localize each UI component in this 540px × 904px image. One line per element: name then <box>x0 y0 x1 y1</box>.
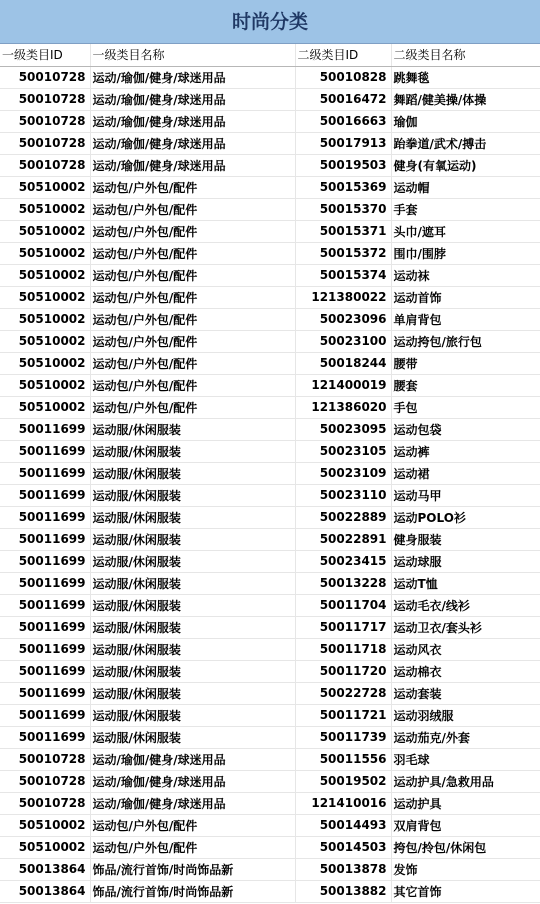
level2-id-cell[interactable]: 50023095 <box>295 418 391 440</box>
level2-name-cell[interactable]: 运动挎包/旅行包 <box>391 330 540 352</box>
level2-name-cell[interactable]: 运动棉衣 <box>391 660 540 682</box>
table-row <box>0 462 540 484</box>
level2-id-cell[interactable]: 50023415 <box>295 550 391 572</box>
level2-name-cell[interactable]: 单肩背包 <box>391 308 540 330</box>
level1-name-cell[interactable]: 运动/瑜伽/健身/球迷用品 <box>90 154 295 176</box>
level2-id-cell[interactable]: 50022889 <box>295 506 391 528</box>
level2-name-cell[interactable]: 瑜伽 <box>391 110 540 132</box>
table-row <box>0 726 540 748</box>
table-row <box>0 374 540 396</box>
level1-name-cell[interactable]: 运动包/户外包/配件 <box>90 308 295 330</box>
level1-name-cell[interactable]: 运动/瑜伽/健身/球迷用品 <box>90 770 295 792</box>
table-row <box>0 506 540 528</box>
level2-name-cell[interactable]: 羽毛球 <box>391 748 540 770</box>
table-row <box>0 880 540 902</box>
level1-name-cell[interactable]: 运动/瑜伽/健身/球迷用品 <box>90 66 295 88</box>
table-row <box>0 638 540 660</box>
level2-id-cell[interactable]: 50016663 <box>295 110 391 132</box>
table-row <box>0 66 540 88</box>
table-row <box>0 616 540 638</box>
level1-name-cell[interactable]: 运动服/休闲服装 <box>90 440 295 462</box>
level2-id-cell[interactable]: 50023109 <box>295 462 391 484</box>
level1-id-cell[interactable]: 50510002 <box>0 242 90 264</box>
level1-name-cell[interactable]: 运动服/休闲服装 <box>90 726 295 748</box>
table-row <box>0 110 540 132</box>
level1-name-cell[interactable]: 运动包/户外包/配件 <box>90 264 295 286</box>
level2-name-cell[interactable]: 手包 <box>391 396 540 418</box>
level2-id-cell[interactable]: 50011717 <box>295 616 391 638</box>
level2-id-cell[interactable]: 50014493 <box>295 814 391 836</box>
level1-id-cell[interactable]: 50010728 <box>0 770 90 792</box>
table-row <box>0 682 540 704</box>
level2-name-cell[interactable]: 运动羽绒服 <box>391 704 540 726</box>
sheet-title: 时尚分类 <box>0 0 540 44</box>
table-row <box>0 836 540 858</box>
header-level1-id[interactable]: 一级类目ID <box>0 44 90 66</box>
header-level1-name[interactable]: 一级类目名称 <box>90 44 295 66</box>
level2-id-cell[interactable]: 50017913 <box>295 132 391 154</box>
level1-id-cell[interactable]: 50011699 <box>0 484 90 506</box>
level2-id-cell[interactable]: 121400019 <box>295 374 391 396</box>
table-row <box>0 858 540 880</box>
level1-name-cell[interactable]: 运动服/休闲服装 <box>90 704 295 726</box>
level1-name-cell[interactable]: 运动/瑜伽/健身/球迷用品 <box>90 748 295 770</box>
level1-id-cell[interactable]: 50011699 <box>0 506 90 528</box>
table-row <box>0 220 540 242</box>
level2-id-cell[interactable]: 50013882 <box>295 880 391 902</box>
table-row <box>0 792 540 814</box>
level2-id-cell[interactable]: 50015369 <box>295 176 391 198</box>
level2-name-cell[interactable]: 运动马甲 <box>391 484 540 506</box>
table-row <box>0 396 540 418</box>
level1-name-cell[interactable]: 运动服/休闲服装 <box>90 594 295 616</box>
level1-id-cell[interactable]: 50510002 <box>0 264 90 286</box>
level1-name-cell[interactable]: 运动服/休闲服装 <box>90 506 295 528</box>
level1-id-cell[interactable]: 50011699 <box>0 682 90 704</box>
level2-id-cell[interactable]: 50013878 <box>295 858 391 880</box>
level1-id-cell[interactable]: 50510002 <box>0 308 90 330</box>
level1-name-cell[interactable]: 运动服/休闲服装 <box>90 638 295 660</box>
level1-id-cell[interactable]: 50011699 <box>0 660 90 682</box>
level2-id-cell[interactable]: 50015374 <box>295 264 391 286</box>
level2-id-cell[interactable]: 50011720 <box>295 660 391 682</box>
level1-id-cell[interactable]: 50010728 <box>0 154 90 176</box>
level1-name-cell[interactable]: 运动/瑜伽/健身/球迷用品 <box>90 132 295 154</box>
level1-name-cell[interactable]: 运动包/户外包/配件 <box>90 220 295 242</box>
level2-name-cell[interactable]: 健身服装 <box>391 528 540 550</box>
level1-id-cell[interactable]: 50011699 <box>0 726 90 748</box>
level1-id-cell[interactable]: 50011699 <box>0 418 90 440</box>
level2-name-cell[interactable]: 运动T恤 <box>391 572 540 594</box>
level1-id-cell[interactable]: 50011699 <box>0 594 90 616</box>
table-row <box>0 440 540 462</box>
table-row <box>0 352 540 374</box>
level2-id-cell[interactable]: 50019502 <box>295 770 391 792</box>
level2-id-cell[interactable]: 50023096 <box>295 308 391 330</box>
table-row <box>0 286 540 308</box>
table-row <box>0 330 540 352</box>
level2-name-cell[interactable]: 舞蹈/健美操/体操 <box>391 88 540 110</box>
level1-name-cell[interactable]: 运动包/户外包/配件 <box>90 176 295 198</box>
level1-id-cell[interactable]: 50010728 <box>0 88 90 110</box>
level2-id-cell[interactable]: 50023100 <box>295 330 391 352</box>
level1-id-cell[interactable]: 50011699 <box>0 440 90 462</box>
table-row <box>0 418 540 440</box>
level1-name-cell[interactable]: 运动包/户外包/配件 <box>90 286 295 308</box>
level1-id-cell[interactable]: 50011699 <box>0 550 90 572</box>
level2-id-cell[interactable]: 50016472 <box>295 88 391 110</box>
level2-id-cell[interactable]: 121386020 <box>295 396 391 418</box>
level2-name-cell[interactable]: 运动袜 <box>391 264 540 286</box>
level2-name-cell[interactable]: 围巾/围脖 <box>391 242 540 264</box>
level1-name-cell[interactable]: 运动服/休闲服装 <box>90 418 295 440</box>
table-row <box>0 132 540 154</box>
level1-name-cell[interactable]: 运动/瑜伽/健身/球迷用品 <box>90 110 295 132</box>
level2-name-cell[interactable]: 运动POLO衫 <box>391 506 540 528</box>
level2-id-cell[interactable]: 50011721 <box>295 704 391 726</box>
level1-name-cell[interactable]: 运动包/户外包/配件 <box>90 374 295 396</box>
level1-name-cell[interactable]: 运动/瑜伽/健身/球迷用品 <box>90 792 295 814</box>
level1-name-cell[interactable]: 运动包/户外包/配件 <box>90 352 295 374</box>
table-row <box>0 242 540 264</box>
level1-name-cell[interactable]: 运动服/休闲服装 <box>90 660 295 682</box>
level1-id-cell[interactable]: 50013864 <box>0 858 90 880</box>
level1-name-cell[interactable]: 运动/瑜伽/健身/球迷用品 <box>90 88 295 110</box>
level1-id-cell[interactable]: 50510002 <box>0 176 90 198</box>
level2-id-cell[interactable]: 50015372 <box>295 242 391 264</box>
level2-name-cell[interactable]: 发饰 <box>391 858 540 880</box>
table-row <box>0 308 540 330</box>
table-row <box>0 660 540 682</box>
level2-name-cell[interactable]: 运动裤 <box>391 440 540 462</box>
level1-id-cell[interactable]: 50510002 <box>0 220 90 242</box>
level1-id-cell[interactable]: 50510002 <box>0 836 90 858</box>
level2-name-cell[interactable]: 健身(有氧运动) <box>391 154 540 176</box>
level1-name-cell[interactable]: 饰品/流行首饰/时尚饰品新 <box>90 880 295 902</box>
table-row <box>0 484 540 506</box>
level2-name-cell[interactable]: 跆拳道/武术/搏击 <box>391 132 540 154</box>
level2-name-cell[interactable]: 运动包袋 <box>391 418 540 440</box>
level1-name-cell[interactable]: 运动包/户外包/配件 <box>90 198 295 220</box>
header-level2-name[interactable]: 二级类目名称 <box>391 44 540 66</box>
level2-id-cell[interactable]: 50023110 <box>295 484 391 506</box>
table-row <box>0 264 540 286</box>
level2-id-cell[interactable]: 50015370 <box>295 198 391 220</box>
level1-id-cell[interactable]: 50510002 <box>0 198 90 220</box>
level1-id-cell[interactable]: 50510002 <box>0 814 90 836</box>
level1-id-cell[interactable]: 50011699 <box>0 462 90 484</box>
level1-name-cell[interactable]: 运动服/休闲服装 <box>90 616 295 638</box>
level2-id-cell[interactable]: 50015371 <box>295 220 391 242</box>
level2-name-cell[interactable]: 腰套 <box>391 374 540 396</box>
table-row <box>0 528 540 550</box>
level2-id-cell[interactable]: 50011718 <box>295 638 391 660</box>
level2-name-cell[interactable]: 挎包/拎包/休闲包 <box>391 836 540 858</box>
table-row <box>0 704 540 726</box>
level1-id-cell[interactable]: 50510002 <box>0 396 90 418</box>
header-row <box>0 44 540 66</box>
level1-id-cell[interactable]: 50510002 <box>0 352 90 374</box>
level1-name-cell[interactable]: 运动包/户外包/配件 <box>90 330 295 352</box>
level2-name-cell[interactable]: 头巾/遮耳 <box>391 220 540 242</box>
level1-name-cell[interactable]: 运动包/户外包/配件 <box>90 814 295 836</box>
level2-name-cell[interactable]: 运动茄克/外套 <box>391 726 540 748</box>
level1-id-cell[interactable]: 50010728 <box>0 66 90 88</box>
level2-id-cell[interactable]: 50022891 <box>295 528 391 550</box>
level2-id-cell[interactable]: 50011704 <box>295 594 391 616</box>
level1-name-cell[interactable]: 运动包/户外包/配件 <box>90 836 295 858</box>
table-body <box>0 66 540 902</box>
level2-id-cell[interactable]: 50011739 <box>295 726 391 748</box>
level1-name-cell[interactable]: 运动包/户外包/配件 <box>90 242 295 264</box>
level2-id-cell[interactable]: 121380022 <box>295 286 391 308</box>
level2-name-cell[interactable]: 腰带 <box>391 352 540 374</box>
level1-id-cell[interactable]: 50011699 <box>0 638 90 660</box>
table-row <box>0 550 540 572</box>
level1-name-cell[interactable]: 运动包/户外包/配件 <box>90 396 295 418</box>
level1-id-cell[interactable]: 50510002 <box>0 286 90 308</box>
level2-id-cell[interactable]: 50023105 <box>295 440 391 462</box>
level1-name-cell[interactable]: 运动服/休闲服装 <box>90 682 295 704</box>
table-row <box>0 176 540 198</box>
category-table <box>0 44 540 903</box>
level2-id-cell[interactable]: 50022728 <box>295 682 391 704</box>
table-row <box>0 594 540 616</box>
level2-id-cell[interactable]: 121410016 <box>295 792 391 814</box>
table-row <box>0 198 540 220</box>
level1-id-cell[interactable]: 50010728 <box>0 748 90 770</box>
table-row <box>0 154 540 176</box>
level2-name-cell[interactable]: 运动球服 <box>391 550 540 572</box>
level1-id-cell[interactable]: 50010728 <box>0 110 90 132</box>
level2-name-cell[interactable]: 运动套装 <box>391 682 540 704</box>
level1-name-cell[interactable]: 运动服/休闲服装 <box>90 572 295 594</box>
level2-id-cell[interactable]: 50014503 <box>295 836 391 858</box>
level1-name-cell[interactable]: 运动服/休闲服装 <box>90 550 295 572</box>
table-row <box>0 572 540 594</box>
level2-name-cell[interactable]: 其它首饰 <box>391 880 540 902</box>
level2-name-cell[interactable]: 运动首饰 <box>391 286 540 308</box>
level1-name-cell[interactable]: 饰品/流行首饰/时尚饰品新 <box>90 858 295 880</box>
level1-id-cell[interactable]: 50010728 <box>0 132 90 154</box>
table-row <box>0 88 540 110</box>
table-row <box>0 814 540 836</box>
level1-name-cell[interactable]: 运动服/休闲服装 <box>90 528 295 550</box>
table-row <box>0 748 540 770</box>
level2-id-cell[interactable]: 50019503 <box>295 154 391 176</box>
level1-id-cell[interactable]: 50013864 <box>0 880 90 902</box>
level2-name-cell[interactable]: 运动护具 <box>391 792 540 814</box>
level2-name-cell[interactable]: 运动风衣 <box>391 638 540 660</box>
level1-id-cell[interactable]: 50010728 <box>0 792 90 814</box>
level2-name-cell[interactable]: 运动护具/急救用品 <box>391 770 540 792</box>
level1-name-cell[interactable]: 运动服/休闲服装 <box>90 484 295 506</box>
level2-name-cell[interactable]: 运动毛衣/线衫 <box>391 594 540 616</box>
level2-name-cell[interactable]: 运动帽 <box>391 176 540 198</box>
level2-name-cell[interactable]: 手套 <box>391 198 540 220</box>
level2-name-cell[interactable]: 运动裙 <box>391 462 540 484</box>
level1-id-cell[interactable]: 50510002 <box>0 374 90 396</box>
table-row <box>0 770 540 792</box>
level2-id-cell[interactable]: 50013228 <box>295 572 391 594</box>
header-level2-id[interactable]: 二级类目ID <box>295 44 391 66</box>
level2-id-cell[interactable]: 50011556 <box>295 748 391 770</box>
level2-name-cell[interactable]: 双肩背包 <box>391 814 540 836</box>
level1-name-cell[interactable]: 运动服/休闲服装 <box>90 462 295 484</box>
level1-id-cell[interactable]: 50011699 <box>0 572 90 594</box>
level1-id-cell[interactable]: 50011699 <box>0 528 90 550</box>
level2-name-cell[interactable]: 跳舞毯 <box>391 66 540 88</box>
level2-id-cell[interactable]: 50018244 <box>295 352 391 374</box>
level1-id-cell[interactable]: 50011699 <box>0 616 90 638</box>
level2-id-cell[interactable]: 50010828 <box>295 66 391 88</box>
level1-id-cell[interactable]: 50510002 <box>0 330 90 352</box>
level1-id-cell[interactable]: 50011699 <box>0 704 90 726</box>
level2-name-cell[interactable]: 运动卫衣/套头衫 <box>391 616 540 638</box>
